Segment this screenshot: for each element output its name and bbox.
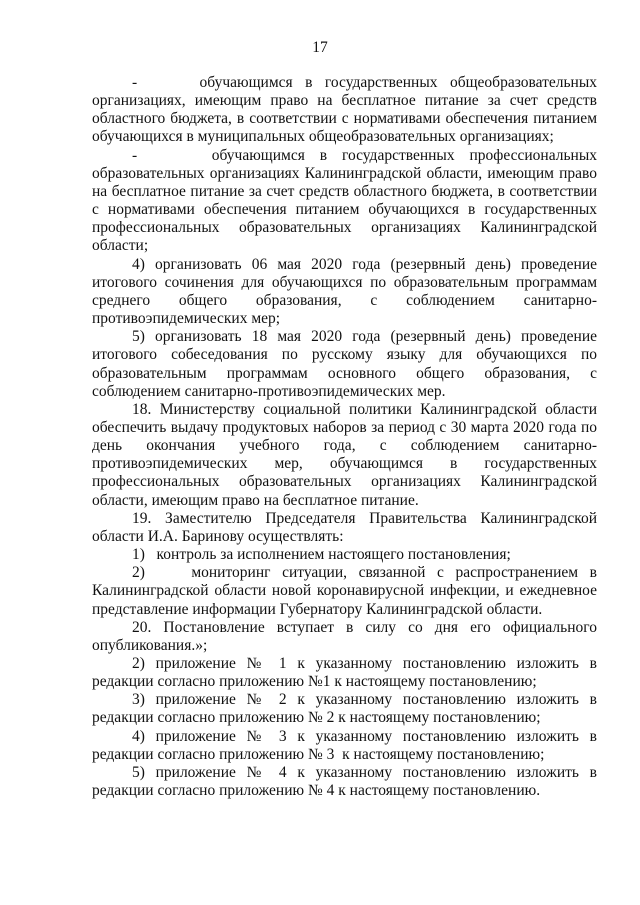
paragraph-appendix-1: 2) приложение № 1 к указанному постановлению изложить в редакции согласно приложению №1 к настоящему постановлению; (92, 655, 597, 691)
paragraph-section-19-item-2: 2) мониторинг ситуации, связанной с распространением в Калининградской области новой коронавирусной инфекции, и ежедневное представление информации Губернатору Калининградской области. (92, 564, 597, 618)
paragraph-appendix-3: 4) приложение № 3 к указанному постановлению изложить в редакции согласно приложению № 3 к настоящему постановлению; (92, 727, 597, 763)
document-body (92, 74, 597, 800)
paragraph-dash-general-education: - обучающимся в государственных общеобразовательных организациях, имеющим право на бесплатное питание за счет средств областного бюджета, в соответствии с нормативами обеспечения питанием обучающихся в муниципальных общеобразовательных организациях; (92, 74, 597, 146)
paragraph-section-19-item-1: 1) контроль за исполнением настоящего постановления; (132, 546, 511, 564)
paragraph-section-20: 20. Постановление вступает в силу со дня его официального опубликования.»; (92, 618, 597, 654)
paragraph-item-4-essay: 4) организовать 06 мая 2020 года (резервный день) проведение итогового сочинения для обучающихся по образовательным программам среднего общего образования, с соблюдением санитарно-противоэпидемических мер; (92, 255, 597, 328)
page-number: 17 (312, 39, 328, 56)
paragraph-section-19: 19. Заместителю Председателя Правительства Калининградской области И.А. Баринову осуществлять: (92, 509, 597, 545)
paragraph-section-18: 18. Министерству социальной политики Калининградской области обеспечить выдачу продуктовых наборов за период с 30 марта 2020 года по день окончания учебного года, с соблюдением санитарно-противоэпидемических мер, обучающимся в государственных профессиональных образовательных организациях Калининградской области, имеющим право на бесплатное питание. (92, 400, 597, 509)
paragraph-item-5-interview: 5) организовать 18 мая 2020 года (резервный день) проведение итогового собеседования по русскому языку для обучающихся по образовательным программам основного общего образования, с соблюдением санитарно-противоэпидемических мер. (92, 328, 597, 400)
paragraph-appendix-2: 3) приложение № 2 к указанному постановлению изложить в редакции согласно приложению № 2 к настоящему постановлению; (92, 691, 597, 727)
paragraph-dash-professional-education: - обучающимся в государственных профессиональных образовательных организациях Калининградской области, имеющим право на бесплатное питание за счет средств областного бюджета, в соответствии с нормативами обеспечения питанием обучающихся в государственных профессиональных образовательных организациях Калининградской области; (92, 146, 597, 255)
paragraph-appendix-4: 5) приложение № 4 к указанному постановлению изложить в редакции согласно приложению № 4 к настоящему постановлению. (92, 763, 597, 800)
